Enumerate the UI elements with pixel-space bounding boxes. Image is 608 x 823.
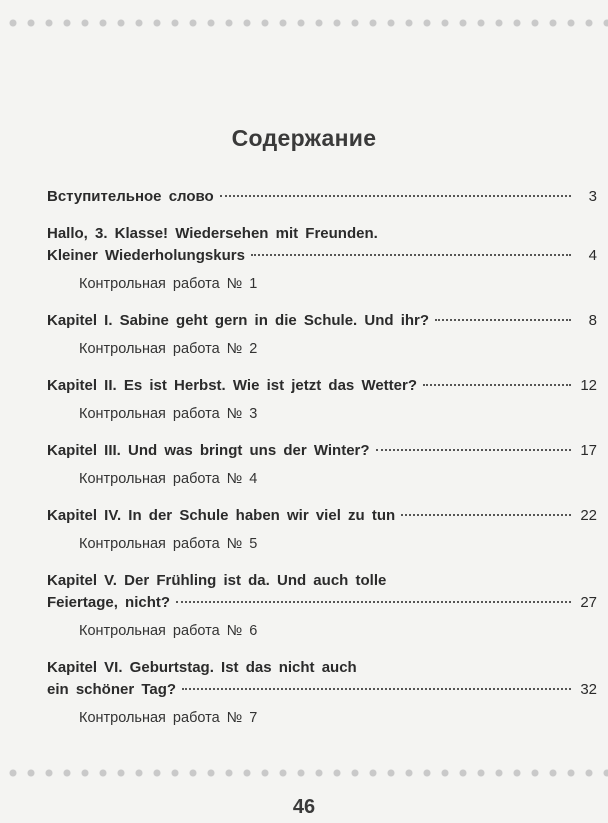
toc-entry-chapter-5 [47, 570, 597, 642]
toc-line [47, 505, 597, 527]
toc-test-item: Контрольная работа № 4 [79, 471, 258, 487]
toc-line [47, 186, 597, 208]
toc-line [47, 592, 597, 614]
toc-page-number: 12 [580, 377, 597, 394]
dot-leader [401, 514, 571, 516]
dot-leader [176, 601, 571, 603]
toc-test-item: Контрольная работа № 1 [79, 276, 258, 292]
dot-leader [220, 195, 571, 197]
toc-test-item: Контрольная работа № 3 [79, 406, 258, 422]
toc-test-item: Контрольная работа № 5 [79, 536, 258, 552]
toc-page-number: 8 [588, 312, 597, 329]
toc-line [47, 245, 597, 267]
toc-entry-chapter-4 [47, 505, 597, 555]
toc-entry-title: Kapitel I. Sabine geht gern in die Schule. Und ihr? [47, 312, 430, 329]
toc-test-item: Контрольная работа № 2 [79, 341, 258, 357]
toc-entry-chapter-1 [47, 310, 597, 360]
toc-page-number: 27 [580, 594, 597, 611]
toc-entry-title: Kapitel II. Es ist Herbst. Wie ist jetzt das Wetter? [47, 377, 418, 394]
toc-page-number: 4 [588, 247, 597, 264]
dot-leader [435, 319, 571, 321]
toc-entry-title: Kapitel V. Der Frühling ist da. Und auch tolle [47, 572, 387, 589]
toc-page-number: 17 [580, 442, 597, 459]
page-title: Содержание [231, 125, 377, 151]
toc-line [47, 679, 597, 701]
toc-entry-chapter-2 [47, 375, 597, 425]
toc-entry-title-cont: Kleiner Wiederholungskurs [47, 247, 245, 264]
toc-page-number: 3 [588, 188, 597, 205]
toc-line [47, 310, 597, 332]
toc-test-item: Контрольная работа № 6 [79, 623, 258, 639]
toc-entry-title: Kapitel VI. Geburtstag. Ist das nicht auch [47, 659, 357, 676]
toc-entry-title-cont: ein schöner Tag? [47, 681, 177, 698]
bottom-dot-border [0, 768, 608, 778]
toc-entry-title: Вступительное слово [47, 188, 214, 205]
dot-leader [251, 254, 571, 256]
toc-entry-chapter-3 [47, 440, 597, 490]
toc-line [47, 375, 597, 397]
page-number: 46 [292, 796, 316, 818]
toc-entry-chapter-6 [47, 657, 597, 729]
top-dot-border [0, 18, 608, 28]
dot-leader [423, 384, 571, 386]
toc-line [47, 440, 597, 462]
toc-page-number: 22 [580, 507, 597, 524]
toc-page-number: 32 [580, 681, 597, 698]
toc-test-item: Контрольная работа № 7 [79, 710, 258, 726]
dot-leader [376, 449, 571, 451]
toc-entry-hallo [47, 223, 597, 295]
toc-entry-intro [47, 186, 597, 208]
dot-leader [182, 688, 571, 690]
table-of-contents [47, 186, 597, 744]
toc-entry-title: Kapitel IV. In der Schule haben wir viel zu tun [47, 507, 396, 524]
toc-entry-title: Hallo, 3. Klasse! Wiedersehen mit Freunden. [47, 225, 378, 242]
toc-entry-title-cont: Feiertage, nicht? [47, 594, 171, 611]
toc-entry-title: Kapitel III. Und was bringt uns der Winter? [47, 442, 370, 459]
